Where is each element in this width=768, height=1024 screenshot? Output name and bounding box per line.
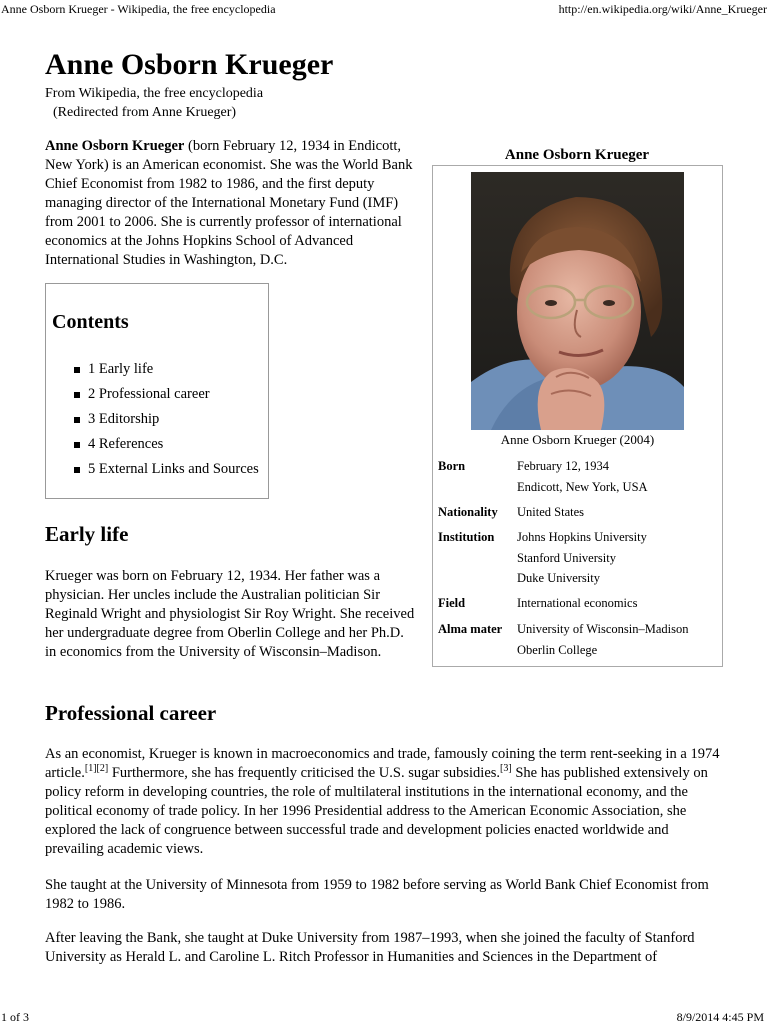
- institution-value: [517, 527, 647, 589]
- lead-text: (born February 12, 1934 in Endicott, New York) is an American economist. She was the World Bank Chief Economist from 1982 to 1986, and the first deputy managing director of the International Monetary Fund (IMF) from 2001 to 2006. She is currently professor of international economics at the Johns Hopkins School of Advanced International Studies in Washington, D.C.: [45, 138, 413, 268]
- born-place[interactable]: Endicott, New York, USA: [517, 479, 648, 494]
- alma-mater-oberlin[interactable]: Oberlin College: [517, 642, 598, 657]
- born-date: February 12, 1934: [517, 459, 609, 473]
- toc-item-references[interactable]: 4 References: [74, 432, 259, 457]
- print-header-url[interactable]: http://en.wikipedia.org/wiki/Anne_Krueger: [558, 2, 767, 16]
- institution-label: Institution: [438, 530, 495, 544]
- section-heading-early-life: Early life: [45, 522, 129, 546]
- career-paragraph-2: She taught at the University of Minnesota from 1959 to 1982 before serving as World Bank Chief Economist from 1982 to 1986.: [45, 877, 709, 912]
- section-heading-professional-career: Professional career: [45, 701, 217, 725]
- born-label: Born: [438, 459, 466, 473]
- field-label: Field: [438, 596, 466, 610]
- alma-mater-wisconsin[interactable]: University of Wisconsin–Madison: [517, 622, 689, 636]
- lead-paragraph: [45, 137, 425, 270]
- toc-list: [74, 357, 259, 482]
- toc-title: Contents: [52, 311, 129, 333]
- career-paragraph-3: After leaving the Bank, she taught at Duke University from 1987–1993, when she joined the faculty of Stanford University as Herald L. and Caroline L. Ritch Professor in Humanities and Sciences in the Department of: [45, 930, 695, 965]
- alma-mater-label: Alma mater: [438, 622, 503, 636]
- toc-item-early-life[interactable]: 1 Early life: [74, 357, 259, 382]
- from-wikipedia-line: From Wikipedia, the free encyclopedia: [45, 86, 264, 101]
- institution-duke[interactable]: Duke University: [517, 571, 600, 585]
- born-value: [517, 456, 648, 497]
- photo-caption: Anne Osborn Krueger (2004): [500, 432, 655, 447]
- redirect-note: (Redirected from Anne Krueger): [53, 105, 237, 120]
- nationality-value[interactable]: United States: [517, 505, 585, 519]
- toc-item-editorship[interactable]: 3 Editorship: [74, 407, 259, 432]
- citation-2[interactable]: [2]: [96, 763, 109, 774]
- alma-mater-value: [517, 619, 688, 660]
- career-text-c: She has published extensively on policy reform in developing countries, the role of multilateral institutions in the international economy, and the political economy of trade policy. In her 1996 Presidential address to the American Economic Association, she explored the lack of congruence between successful trade and development policies enacted worldwide and prevailing academic views.: [45, 765, 708, 857]
- portrait-photo: [471, 172, 684, 430]
- page-title: Anne Osborn Krueger: [45, 48, 334, 81]
- print-footer-timestamp: 8/9/2014 4:45 PM: [676, 1010, 764, 1024]
- print-footer-page-count: 1 of 3: [1, 1010, 29, 1024]
- citation-1[interactable]: [1]: [84, 763, 97, 774]
- institution-johns-hopkins[interactable]: Johns Hopkins University: [517, 530, 647, 544]
- career-paragraph-1: [45, 745, 725, 859]
- career-text-a: As an economist, Krueger is known in macroeconomics and trade, famously coining the term rent-seeking in a 1974 article.: [45, 746, 720, 781]
- table-of-contents: [45, 283, 269, 499]
- infobox-title: Anne Osborn Krueger: [504, 147, 650, 163]
- toc-item-external-links[interactable]: 5 External Links and Sources: [74, 457, 259, 482]
- early-life-paragraph: Krueger was born on February 12, 1934. Her father was a physician. Her uncles include the Australian politician Sir Reginald Wright and physiologist Sir Roy Wright. She received her undergraduate degree from Oberlin College and her Ph.D. in economics from the University of Wisconsin–Madison.: [45, 568, 415, 660]
- institution-stanford[interactable]: Stanford University: [517, 550, 616, 565]
- citation-3[interactable]: [3]: [500, 763, 512, 774]
- field-value[interactable]: International economics: [517, 596, 638, 610]
- infobox: [432, 165, 723, 667]
- career-text-b: Furthermore, she has frequently criticised the U.S. sugar subsidies.: [108, 765, 501, 781]
- toc-item-professional-career[interactable]: 2 Professional career: [74, 382, 259, 407]
- nationality-label: Nationality: [438, 505, 498, 519]
- lead-subject: Anne Osborn Krueger: [45, 138, 185, 154]
- print-header-title: Anne Osborn Krueger - Wikipedia, the free encyclopedia: [1, 2, 276, 16]
